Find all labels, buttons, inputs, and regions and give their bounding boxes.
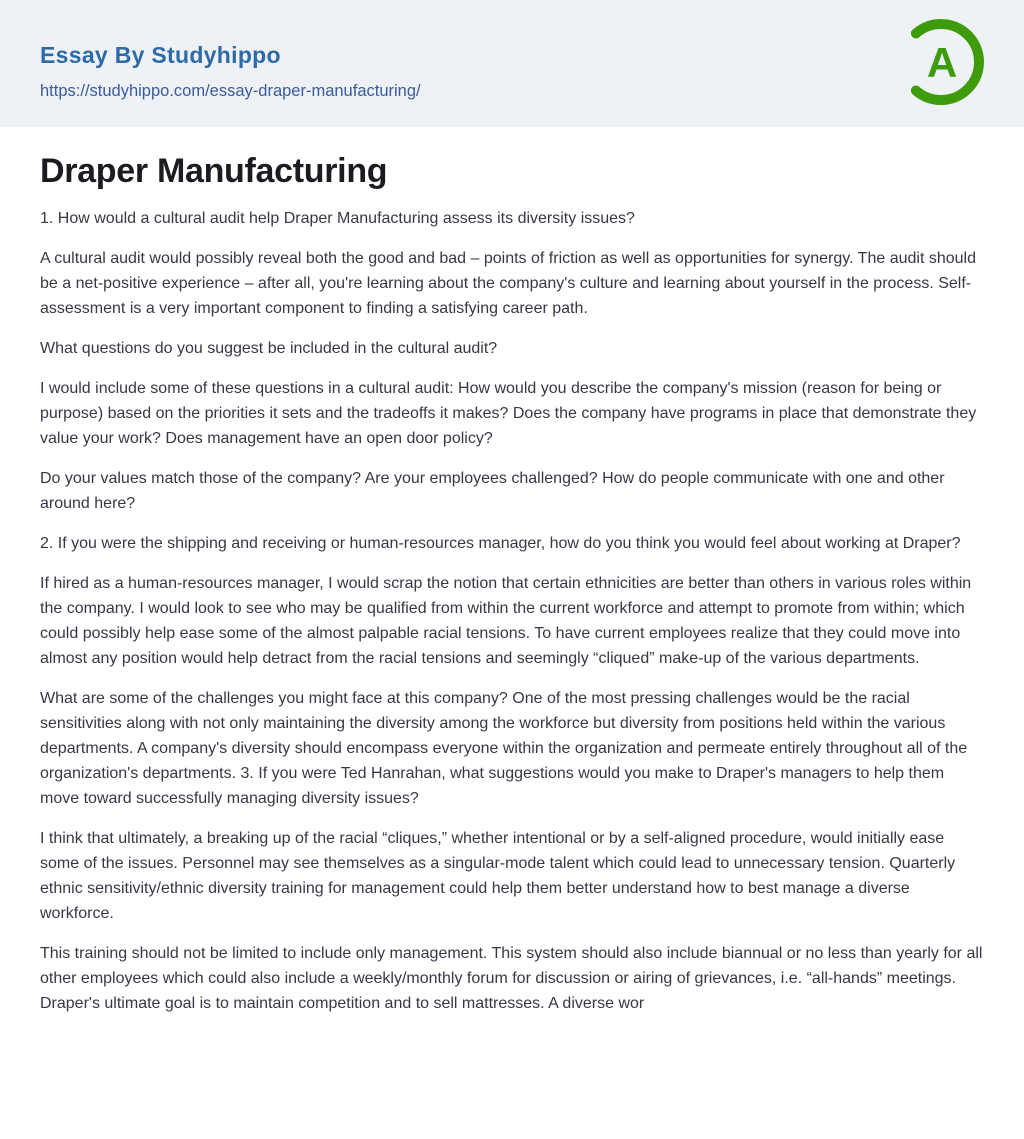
essay-paragraph: 2. If you were the shipping and receiving or human-resources manager, how do you think you would feel about working at Draper? xyxy=(40,535,961,552)
essay-paragraph: 1. How would a cultural audit help Draper Manufacturing assess its diversity issues? xyxy=(40,210,635,227)
essay-content xyxy=(0,151,1024,1016)
essay-paragraph: If hired as a human-resources manager, I would scrap the notion that certain ethnicities are better than others in various roles within the company. I would look to see who may be qualified from within the current workforce and attempt to promote from within; which could possibly help ease some of the almost palpable racial tensions. To have current employees realize that they could move into almost any position would help detract from the racial tensions and seemingly “cliqued” make-up of the various departments. xyxy=(40,575,972,667)
essay-paragraphs xyxy=(40,206,984,1016)
essay-paragraph: I think that ultimately, a breaking up of the racial “cliques,” whether intentional or by a self-aligned procedure, would initially ease some of the issues. Personnel may see themselves as a singular-mode talent which could lead to unnecessary tension. Quarterly ethnic sensitivity/ethnic diversity training for management could help them better understand how to best manage a diverse workforce. xyxy=(40,830,956,922)
essay-paragraph: What are some of the challenges you might face at this company? One of the most pressing challenges would be the racial sensitivities along with not only maintaining the diversity among the workforce but diversity from positions held within the various departments. A company's diversity should encompass everyone within the organization and permeate entirely throughout all of the organization's departments. 3. If you were Ted Hanrahan, what suggestions would you make to Draper's managers to help them move toward successfully managing diversity issues? xyxy=(40,690,968,807)
essay-paragraph: What questions do you suggest be included in the cultural audit? xyxy=(40,340,498,357)
essay-paragraph: Do your values match those of the company? Are your employees challenged? How do people communicate with one and other around here? xyxy=(40,470,945,512)
header-title: Essay By Studyhippo xyxy=(40,42,281,68)
essay-paragraph: A cultural audit would possibly reveal both the good and bad – points of friction as well as opportunities for synergy. The audit should be a net-positive experience – after all, you're learning about the company's culture and learning about yourself in the process. Self-assessment is a very important component to finding a satisfying career path. xyxy=(40,250,976,317)
essay-paragraph: This training should not be limited to include only management. This system should also include biannual or no less than yearly for all other employees which could also include a weekly/monthly forum for discussion or airing of grievances, i.e. “all-hands” meetings. Draper's ultimate goal is to maintain competition and to sell mattresses. A diverse wor xyxy=(40,945,983,1012)
source-url-link[interactable]: https://studyhippo.com/essay-draper-manufacturing/ xyxy=(40,82,421,100)
page-title: Draper Manufacturing xyxy=(40,152,388,190)
essay-paragraph: I would include some of these questions in a cultural audit: How would you describe the company's mission (reason for being or purpose) based on the priorities it sets and the tradeoffs it makes? Does the company have programs in place that demonstrate they value your work? Does management have an open door policy? xyxy=(40,380,977,447)
studyhippo-logo-icon xyxy=(895,16,987,108)
logo-letter: A xyxy=(926,39,958,86)
header xyxy=(0,0,1024,127)
